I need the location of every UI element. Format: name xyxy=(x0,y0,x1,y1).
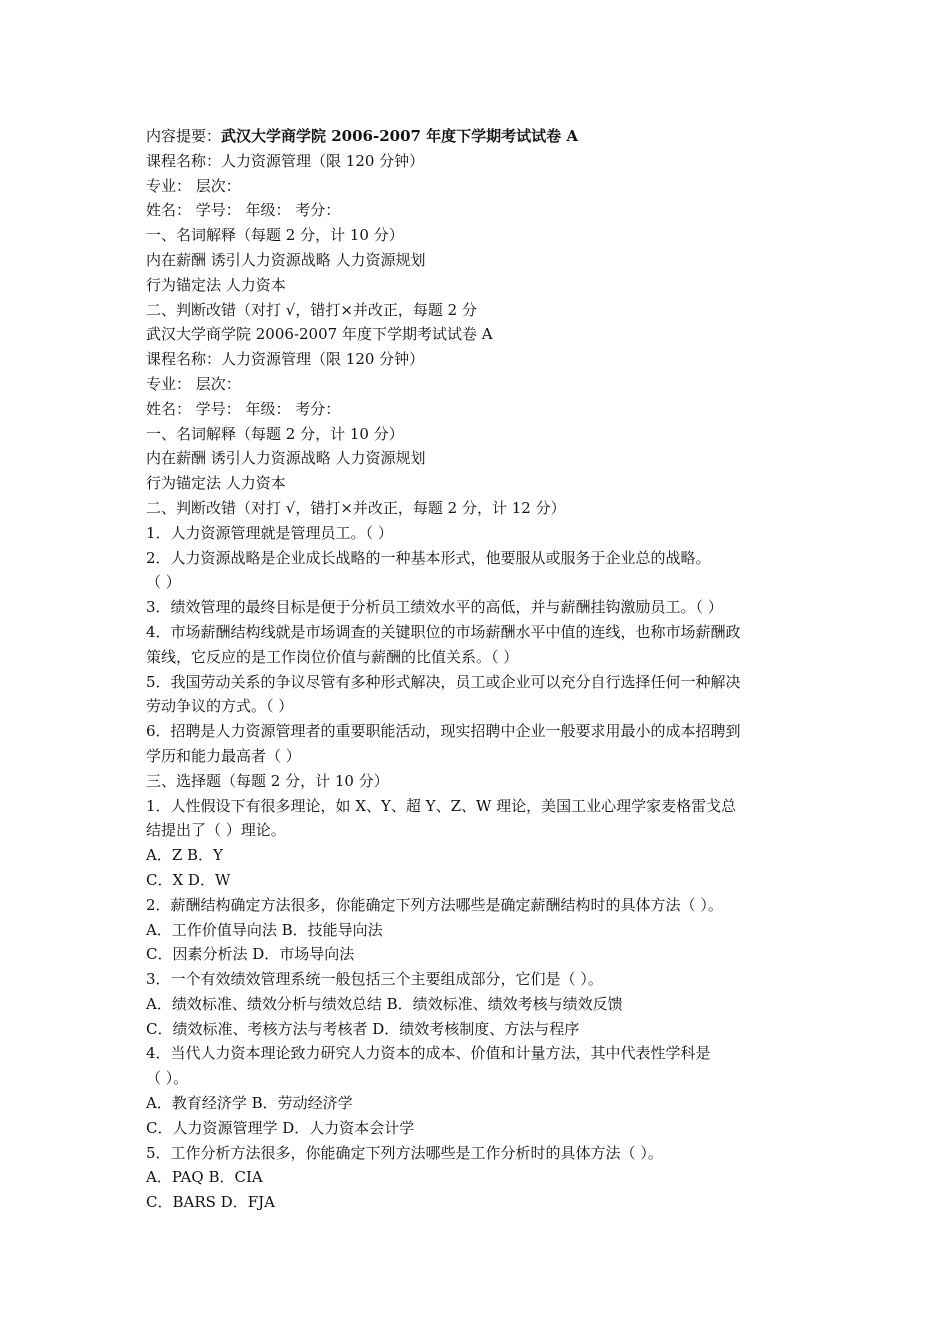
text-line: C．BARS D．FJA xyxy=(146,1193,275,1212)
text-line: C．因素分析法 D．市场导向法 xyxy=(146,945,355,964)
text-line: 专业： 层次： xyxy=(146,176,241,195)
text-line: C．X D．W xyxy=(146,870,231,889)
text-line: 2．人力资源战略是企业成长战略的一种基本形式，他要服从或服务于企业总的战略。 xyxy=(146,548,711,567)
text-line: 3．一个有效绩效管理系统一般包括三个主要组成部分，它们是（ ）。 xyxy=(146,970,603,989)
text-line: 策线，它反应的是工作岗位价值与薪酬的比值关系。（ ） xyxy=(146,647,519,666)
text-line: 1．人力资源管理就是管理员工。（ ） xyxy=(146,523,393,542)
text-line: C．绩效标准、考核方法与考核者 D．绩效考核制度、方法与程序 xyxy=(146,1019,580,1038)
text-line: 三、选择题（每题 2 分，计 10 分） xyxy=(146,771,389,790)
text-line: 二、判断改错（对打 √，错打×并改正，每题 2 分，计 12 分） xyxy=(146,498,566,517)
text-line: A．工作价值导向法 B．技能导向法 xyxy=(146,920,383,939)
text-line: 4．当代人力资本理论致力研究人力资本的成本、价值和计量方法，其中代表性学科是 xyxy=(146,1044,711,1063)
text-line: 一、名词解释（每题 2 分，计 10 分） xyxy=(146,226,404,245)
text-line: （ ） xyxy=(146,573,181,592)
text-line: A．Z B．Y xyxy=(146,846,223,865)
text-line: 行为锚定法 人力资本 xyxy=(146,275,286,294)
text-line: 6．招聘是人力资源管理者的重要职能活动，现实招聘中企业一般要求用最小的成本招聘到 xyxy=(146,722,741,741)
document-intro xyxy=(146,124,810,149)
text-line: 内在薪酬 诱引人力资源战略 人力资源规划 xyxy=(146,449,426,468)
exam-title: 武汉大学商学院 2006-2007 年度下学期考试试卷 A xyxy=(221,127,579,145)
text-line: C．人力资源管理学 D．人力资本会计学 xyxy=(146,1118,415,1137)
text-line: 二、判断改错（对打 √，错打×并改正，每题 2 分 xyxy=(146,300,477,319)
text-line: 行为锚定法 人力资本 xyxy=(146,474,286,493)
text-line: A．绩效标准、绩效分析与绩效总结 B．绩效标准、绩效考核与绩效反馈 xyxy=(146,994,623,1013)
text-line: 课程名称：人力资源管理（限 120 分钟） xyxy=(146,151,425,170)
text-line: 武汉大学商学院 2006-2007 年度下学期考试试卷 A xyxy=(146,325,493,344)
text-line: 劳动争议的方式。（ ） xyxy=(146,697,294,716)
text-line: 5．我国劳动关系的争议尽管有多种形式解决，员工或企业可以充分自行选择任何一种解决 xyxy=(146,672,741,691)
text-line: 学历和能力最高者（ ） xyxy=(146,746,301,765)
text-line: 4．市场薪酬结构线就是市场调查的关键职位的市场薪酬水平中值的连线，也称市场薪酬政 xyxy=(146,622,741,641)
text-line: 课程名称：人力资源管理（限 120 分钟） xyxy=(146,350,425,369)
text-line: A．教育经济学 B．劳动经济学 xyxy=(146,1094,353,1113)
intro-label: 内容提要： xyxy=(146,127,222,145)
text-line: 3．绩效管理的最终目标是便于分析员工绩效水平的高低，并与薪酬挂钩激励员工。（ ） xyxy=(146,598,723,617)
text-line: 专业： 层次： xyxy=(146,374,241,393)
text-line: 姓名： 学号： 年级： 考分： xyxy=(146,399,341,418)
text-line: （ ）。 xyxy=(146,1069,189,1088)
text-line: 5．工作分析方法很多，你能确定下列方法哪些是工作分析时的具体方法（ ）。 xyxy=(146,1143,663,1162)
text-line: 一、名词解释（每题 2 分，计 10 分） xyxy=(146,424,404,443)
text-line: 内在薪酬 诱引人力资源战略 人力资源规划 xyxy=(146,250,426,269)
text-line: 姓名： 学号： 年级： 考分： xyxy=(146,201,341,220)
document-body xyxy=(146,149,810,1215)
text-line: 1．人性假设下有很多理论，如 X、Y、超 Y、Z、W 理论，美国工业心理学家麦格雷戈总 xyxy=(146,796,737,815)
text-line: A．PAQ B．CIA xyxy=(146,1168,263,1187)
text-line: 结提出了（ ）理论。 xyxy=(146,821,286,840)
text-line: 2．薪酬结构确定方法很多，你能确定下列方法哪些是确定薪酬结构时的具体方法（ ）。 xyxy=(146,895,723,914)
